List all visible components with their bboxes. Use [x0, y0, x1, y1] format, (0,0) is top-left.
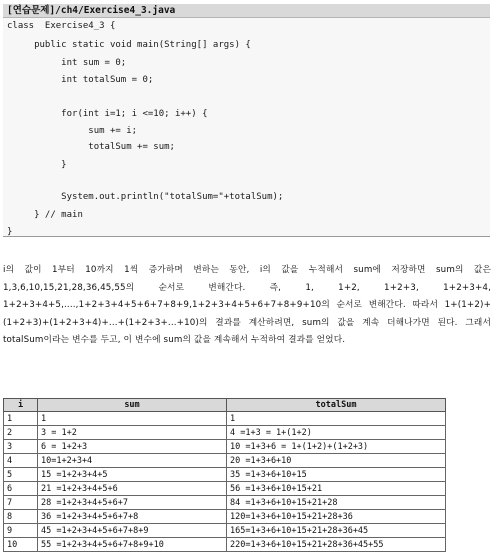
cell-sum: 1: [38, 412, 227, 426]
table-row: [4, 412, 446, 426]
code-block: [3, 4, 490, 237]
cell-sum: 15 =1+2+3+4+5: [38, 468, 227, 482]
table-row: [4, 440, 446, 454]
cell-totalsum: 120=1+3+6+10+15+21+28+36: [227, 510, 446, 524]
table-row: [4, 482, 446, 496]
code-line: class Exercise4_3 {: [7, 21, 116, 31]
code-line: }: [7, 160, 67, 170]
column-header-i: i: [4, 399, 38, 412]
column-header-sum: sum: [38, 399, 227, 412]
cell-i: 5: [4, 468, 38, 482]
cell-sum: 45 =1+2+3+4+5+6+7+8+9: [38, 524, 227, 538]
cell-totalsum: 35 =1+3+6+10+15: [227, 468, 446, 482]
cell-totalsum: 20 =1+3+6+10: [227, 454, 446, 468]
code-file-header: [연습문제]/ch4/Exercise4_3.java: [3, 4, 490, 18]
table-row: [4, 538, 446, 552]
code-line: sum += i;: [7, 126, 138, 136]
cell-totalsum: 165=1+3+6+10+15+21+28+36+45: [227, 524, 446, 538]
cell-i: 10: [4, 538, 38, 552]
code-line: System.out.println("totalSum="+totalSum);: [7, 192, 284, 202]
cell-i: 3: [4, 440, 38, 454]
table-row: [4, 426, 446, 440]
code-line: totalSum += sum;: [7, 142, 175, 152]
cell-totalsum: 220=1+3+6+10+15+21+28+36+45+55: [227, 538, 446, 552]
cell-i: 1: [4, 412, 38, 426]
code-line: for(int i=1; i <=10; i++) {: [7, 109, 208, 119]
code-line: int totalSum = 0;: [7, 75, 154, 85]
cell-sum: 21 =1+2+3+4+5+6: [38, 482, 227, 496]
code-line: int sum = 0;: [7, 58, 127, 68]
cell-sum: 55 =1+2+3+4+5+6+7+8+9+10: [38, 538, 227, 552]
cell-sum: 6 = 1+2+3: [38, 440, 227, 454]
column-header-totalsum: totalSum: [227, 399, 446, 412]
table-row: [4, 510, 446, 524]
cell-sum: 10=1+2+3+4: [38, 454, 227, 468]
code-line: public static void main(String[] args) {: [7, 40, 251, 50]
table-row: [4, 468, 446, 482]
cell-totalsum: 4 =1+3 = 1+(1+2): [227, 426, 446, 440]
cell-sum: 36 =1+2+3+4+5+6+7+8: [38, 510, 227, 524]
explanation-paragraph: i의 값이 1부터 10까지 1씩 증가하며 변하는 동안, i의 값을 누적해서 sum에 저장하면 sum의 값은 1,3,6,10,15,21,28,36,45,55의 순서로 변해간다. 즉, 1, 1+2, 1+2+3, 1+2+3+4, 1+2+3+4+5,....,1+2+3+4+5+6+7+8+9,1+2+3+4+5+6+7+8+9+10의 순서로 변해간다. 따라서 1+(1+2)+(1+2+3)+(1+2+3+4)+...+(1+2+3+...+10)의 결과를 계산하려면, sum의 값을 계속 더해나가면 된다. 그래서 totalSum이라는 변수를 두고, 이 변수에 sum의 값을 계속해서 누적하여 결과를 얻었다.: [3, 265, 491, 345]
code-line: }: [7, 227, 13, 237]
cell-totalsum: 10 =1+3+6 = 1+(1+2)+(1+2+3): [227, 440, 446, 454]
results-table: [3, 398, 446, 552]
table-row: [4, 496, 446, 510]
code-line: } // main: [7, 210, 83, 220]
cell-i: 4: [4, 454, 38, 468]
cell-i: 6: [4, 482, 38, 496]
cell-totalsum: 1: [227, 412, 446, 426]
cell-totalsum: 56 =1+3+6+10+15+21: [227, 482, 446, 496]
cell-i: 2: [4, 426, 38, 440]
cell-totalsum: 84 =1+3+6+10+15+21+28: [227, 496, 446, 510]
cell-i: 7: [4, 496, 38, 510]
cell-sum: 28 =1+2+3+4+5+6+7: [38, 496, 227, 510]
cell-i: 9: [4, 524, 38, 538]
table-row: [4, 524, 446, 538]
cell-i: 8: [4, 510, 38, 524]
cell-sum: 3 = 1+2: [38, 426, 227, 440]
table-header-row: [4, 399, 446, 412]
table-row: [4, 454, 446, 468]
